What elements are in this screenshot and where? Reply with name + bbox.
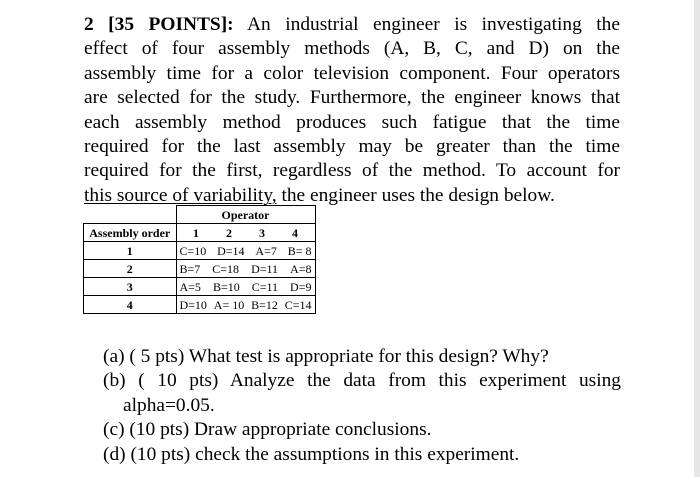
- problem-line-5: each assembly method produces such fatigue that the time: [84, 111, 620, 133]
- table-row: [84, 278, 316, 296]
- problem-heading: 2 [35 POINTS]:: [84, 14, 234, 35]
- order-label: 4: [84, 296, 177, 314]
- question-c: (c) (10 pts) Draw appropriate conclusions.: [103, 419, 432, 441]
- order-label: 1: [84, 242, 177, 260]
- table-cell: D=11: [251, 261, 279, 276]
- table-cell: C=18: [212, 261, 240, 276]
- problem-line-6: required for the last assembly may be greater than the time: [84, 136, 620, 158]
- table-cell: A= 10: [213, 297, 245, 312]
- row-cells: [176, 260, 315, 278]
- table-cell: D=9: [290, 279, 312, 294]
- table-cell: B=7: [179, 261, 201, 276]
- table-cell: C=14: [284, 297, 312, 312]
- operator-3: 3: [259, 225, 265, 240]
- row-cells: [176, 242, 315, 260]
- operator-header: Operator: [176, 206, 315, 224]
- table-cell: B=12: [251, 297, 278, 312]
- question-a: (a) ( 5 pts) What test is appropriate for this design? Why?: [103, 346, 549, 367]
- problem-line-1: 2 [35 POINTS]: An industrial engineer is investigating the: [84, 14, 620, 35]
- table-cell: A=5: [179, 279, 201, 294]
- operator-4: 4: [292, 225, 298, 240]
- table-header-row-1: [84, 206, 316, 224]
- problem-line-4: are selected for the study. Furthermore, the engineer knows that: [84, 87, 620, 109]
- assembly-order-header: Assembly order: [84, 224, 177, 242]
- order-label: 2: [84, 260, 177, 278]
- table-cell: C=11: [251, 279, 279, 294]
- table-row: [84, 242, 316, 260]
- latin-square-design-table: [83, 205, 316, 314]
- table-cell: A=8: [290, 261, 312, 276]
- page-edge: [694, 0, 700, 477]
- table-cell: D=14: [217, 243, 245, 258]
- operator-numbers: [176, 224, 315, 242]
- table-corner-cell: [84, 206, 177, 224]
- table-row: [84, 260, 316, 278]
- problem-line-8: this source of variability, the engineer uses the design below.: [84, 184, 555, 206]
- table-cell: B= 8: [287, 243, 312, 258]
- problem-line-2: effect of four assembly methods (A, B, C, and D) on the: [84, 38, 620, 60]
- problem-line-3: assembly time for a color television component. Four operators: [84, 62, 620, 84]
- row-cells: [176, 278, 315, 296]
- question-list: [103, 345, 621, 467]
- problem-statement: [84, 13, 620, 208]
- table-row: [84, 296, 316, 314]
- table-cell: A=7: [255, 243, 277, 258]
- question-b-continued: alpha=0.05.: [123, 394, 215, 416]
- operator-1: 1: [193, 225, 199, 240]
- order-label: 3: [84, 278, 177, 296]
- table-cell: D=10: [179, 297, 207, 312]
- operator-2: 2: [226, 225, 232, 240]
- table-header-row-2: [84, 224, 316, 242]
- problem-line-7: required for the first, regardless of the method. To account for: [84, 160, 620, 182]
- table-cell: C=10: [179, 243, 207, 258]
- question-b: (b) ( 10 pts) Analyze the data from this experiment using: [103, 370, 621, 392]
- row-cells: [176, 296, 315, 314]
- question-d: (d) (10 pts) check the assumptions in this experiment.: [103, 443, 520, 465]
- table-cell: B=10: [212, 279, 240, 294]
